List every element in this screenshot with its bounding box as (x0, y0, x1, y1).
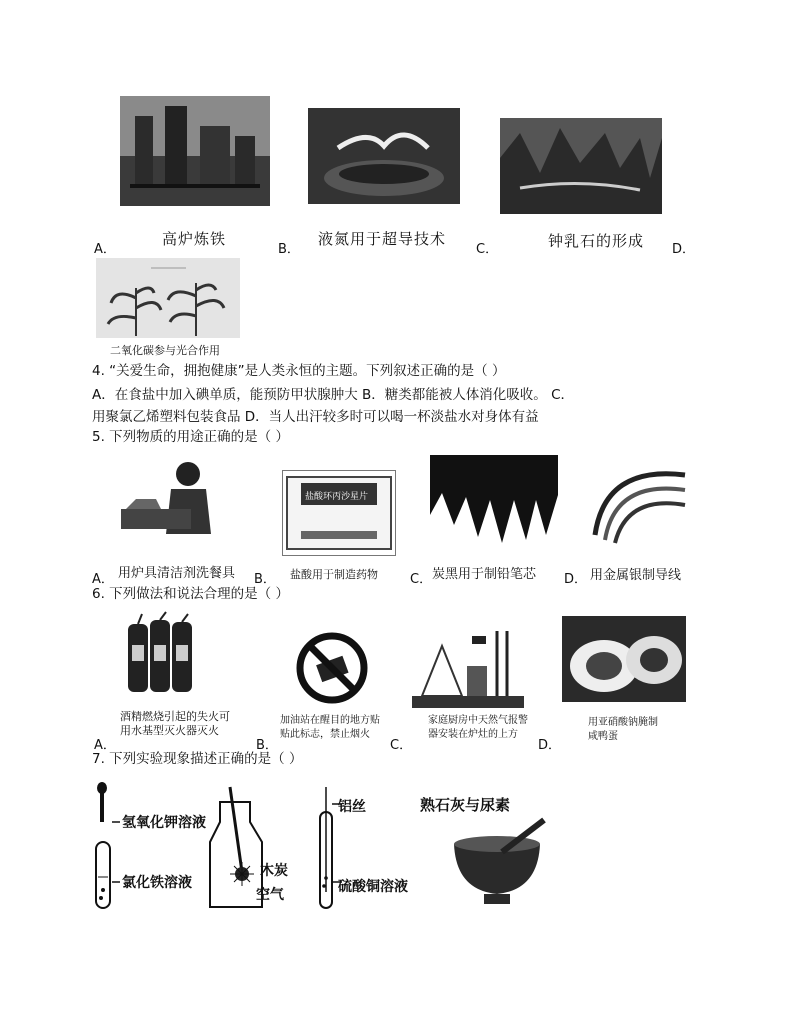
salted-egg-photo (562, 616, 686, 702)
stove-cleaner-photo (116, 454, 240, 550)
q7-label-al-wire: 铝丝 (338, 799, 366, 815)
q7-label-air: 空气 (256, 887, 284, 903)
q5-option-c-letter: C． (410, 572, 433, 587)
q7-label-cuso4: 硫酸铜溶液 (338, 879, 408, 895)
q3-option-a-letter: A． (94, 242, 116, 257)
eggs-illustration (562, 616, 686, 702)
q5-option-a-caption: 用炉具清洁剂洗餐具 (118, 566, 236, 581)
medicine-box-label: 盐酸环丙沙星片 (305, 492, 369, 502)
q3-option-b-letter: B． (278, 242, 300, 257)
q6-option-d-caption-line2: 咸鸭蛋 (588, 731, 618, 742)
q5-option-c-caption: 炭黑用于制铅笔芯 (432, 567, 537, 582)
gas-alarm-illustration (412, 626, 524, 708)
q5-option-b-letter: B． (254, 572, 276, 587)
extinguishers-illustration (122, 610, 200, 694)
gas-alarm-photo (412, 626, 524, 708)
q3-option-a-caption: 高炉炼铁 (162, 230, 227, 248)
no-smoking-sign-photo (282, 628, 382, 708)
q5-option-d-caption: 用金属银制导线 (590, 568, 682, 583)
q5-option-a-letter: A． (92, 572, 114, 587)
q3-option-d-letter: D． (672, 242, 696, 257)
q5-option-b-caption: 盐酸用于制造药物 (290, 568, 378, 581)
q6-option-c-letter: C． (390, 738, 413, 753)
photosynthesis-photo (96, 258, 240, 338)
pencil-lead-photo (430, 455, 558, 551)
q4-options-line1: A．在食盐中加入碘单质，能预防甲状腺肿大 B．糖类都能被人体消化吸收。 C． (92, 387, 575, 403)
q4-stem: 4. “关爱生命，拥抱健康”是人类永恒的主题。下列叙述正确的是（ ） (92, 363, 506, 379)
pencils-illustration (430, 455, 558, 551)
q6-stem: 6. 下列做法和说法合理的是（ ） (92, 586, 289, 602)
q3-option-c-letter: C． (476, 242, 499, 257)
person-washing-illustration (116, 454, 240, 550)
blast-furnace-illustration (120, 96, 270, 206)
q7-label-lime-urea: 熟石灰与尿素 (420, 796, 511, 814)
q6-option-a-caption-line1: 酒精燃烧引起的失火可 (120, 710, 230, 723)
blast-furnace-photo (120, 96, 270, 206)
superconductor-illustration (308, 108, 460, 204)
silver-wire-photo (585, 455, 689, 545)
q6-option-d-letter: D． (538, 738, 562, 753)
q6-option-b-caption-line1: 加油站在醒目的地方贴 (280, 715, 380, 726)
q7-label-koh: 氢氧化钾溶液 (122, 815, 206, 831)
q5-option-d-letter: D． (564, 572, 588, 587)
q6-option-a-caption-line2: 用水基型灭火器灭火 (120, 724, 219, 737)
q4-options-line2: 用聚氯乙烯塑料包装食品 D．当人出汗较多时可以喝一杯淡盐水对身体有益 (92, 409, 539, 425)
q3-option-d-caption: 二氧化碳参与光合作用 (110, 344, 220, 357)
q3-option-c-caption: 钟乳石的形成 (548, 232, 645, 250)
medicine-box-illustration (283, 471, 395, 555)
medicine-box-photo (282, 470, 396, 556)
q7-label-fecl3: 氯化铁溶液 (122, 875, 192, 891)
q7-stem: 7. 下列实验现象描述正确的是（ ） (92, 751, 303, 767)
q5-stem: 5. 下列物质的用途正确的是（ ） (92, 429, 289, 445)
q6-option-c-caption-line1: 家庭厨房中天然气报警 (428, 715, 528, 726)
liquid-nitrogen-photo (308, 108, 460, 204)
q6-option-b-caption-line2: 贴此标志，禁止烟火 (280, 729, 370, 740)
plants-illustration (96, 258, 240, 338)
q6-option-a-letter: A． (94, 738, 116, 753)
q6-option-b-letter: B． (256, 738, 278, 753)
stalactite-photo (500, 118, 662, 214)
q7-label-charcoal: 木炭 (260, 863, 288, 879)
q3-option-b-caption: 液氮用于超导技术 (318, 230, 447, 248)
stalactite-illustration (500, 118, 662, 214)
wires-illustration (585, 455, 689, 545)
fire-extinguisher-photo (122, 610, 200, 694)
no-fire-sign-icon (282, 628, 382, 708)
q6-option-d-caption-line1: 用亚硝酸钠腌制 (588, 717, 658, 728)
q6-option-c-caption-line2: 器安装在炉灶的上方 (428, 729, 518, 740)
